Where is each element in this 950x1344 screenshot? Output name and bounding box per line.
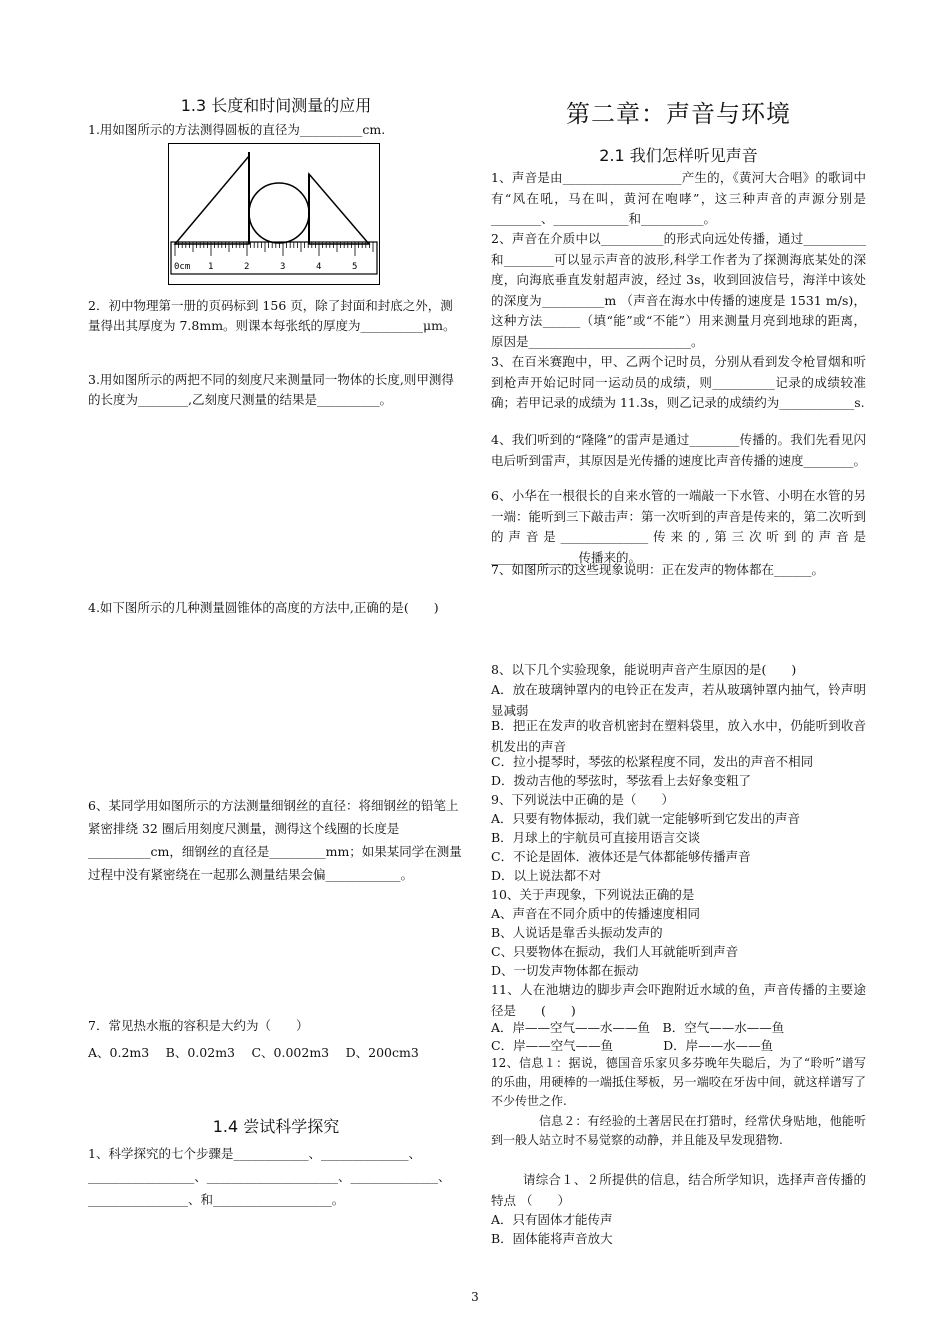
r-question-6: 6、小华在一根很长的自来水管的一端敲一下水管、小明在水管的另一端：能听到三下敲击声：第一次听到的声音是传来的，第二次听到的声音是______________传来的,第三次听到的声音是______________传播来的。 <box>491 488 867 565</box>
r-q9-option-b: B．月球上的宇航员可直接用语言交谈 <box>491 830 701 845</box>
r-q10-option-a: A、声音在不同介质中的传播速度相同 <box>491 906 701 921</box>
r-q11-options-ab: A．岸——空气——水——鱼 B．空气——水——鱼 <box>491 1020 785 1035</box>
r-q10-option-c: C、只要物体在振动，我们人耳就能听到声音 <box>491 944 739 959</box>
page-number: 3 <box>471 1290 479 1304</box>
question-1: 1.用如图所示的方法测得圆板的直径为__________cm. <box>88 122 386 137</box>
question-4: 4.如下图所示的几种测量圆锥体的高度的方法中,正确的是( ) <box>88 600 439 615</box>
ruler-label-3: 3 <box>280 262 286 272</box>
ruler-body <box>171 242 377 274</box>
r-question-4: 4、我们听到的“隆隆”的雷声是通过________传播的。我们先看见闪电后听到雷声，其原因是光传播的速度比声音传播的速度________。 <box>491 432 867 468</box>
ruler-label-4: 4 <box>316 262 322 272</box>
question-6: 6、某同学用如图所示的方法测量细钢丝的直径：将细钢丝的铅笔上紧密排绕 32 圈后用刻度尺测量，测得这个线圈的长度是__________cm，细钢丝的直径是_________mm；如果某同学在测量过程中没有紧密绕在一起那么测量结果会偏____________。 <box>88 798 462 882</box>
r-q10-option-b: B、人说话是靠舌头振动发声的 <box>491 925 663 940</box>
r-q8-option-a: A．放在玻璃钟罩内的电铃正在发声，若从玻璃钟罩内抽气，铃声明显减弱 <box>491 682 866 718</box>
r-q9-option-c: C．不论是固体．液体还是气体都能够传播声音 <box>491 849 751 864</box>
r-question-10: 10、关于声现象，下列说法正确的是 <box>491 887 695 902</box>
r-question-9: 9、下列说法中正确的是（ ） <box>491 792 674 807</box>
science-inquiry-question-1: 1、科学探究的七个步骤是____________、______________、_________________、_____________________、______________、________________、和___________________。 <box>88 1146 451 1207</box>
r-question-2: 2、声音在介质中以__________的形式向远处传播，通过__________和________可以显示声音的波形,科学工作者为了探测海底某处的深度，向海底垂直发射超声波，经过 3s，收到回波信号，海洋中该处的深度为__________m （声音在海水中传播的速度是 1531 m/s)，这种方法______（填“能”或“不能”）用来测量月亮到地球的距离，原因是__________________________。 <box>491 231 866 349</box>
ruler-label-1: 1 <box>208 262 214 272</box>
section-title-1-4: 1.4 尝试科学探究 <box>212 1117 340 1136</box>
r-q12-question: 请综合１、２所提供的信息，结合所学知识，选择声音传播的特点 （ ） <box>491 1172 866 1208</box>
ruler-label-5: 5 <box>352 262 358 272</box>
ruler-svg <box>169 144 379 284</box>
right-set-square <box>309 174 369 244</box>
r-q10-option-d: D、一切发声物体都在振动 <box>491 963 639 978</box>
r-q12-info-1: 12、信息１：据说，德国音乐家贝多芬晚年失聪后，为了“聆听”谱写的乐曲，用硬棒的一端抵住琴板，另一端咬在牙齿中间，就这样谱写了不少传世之作. <box>491 1056 866 1108</box>
r-q12-option-a: A．只有固体才能传声 <box>491 1212 613 1227</box>
question-2: 2．初中物理第一册的页码标到 156 页，除了封面和封底之外，测量得出其厚度为 7.8mm。则课本每张纸的厚度为__________μm。 <box>88 298 456 333</box>
r-question-8: 8、以下几个实验现象，能说明声音产生原因的是( ) <box>491 662 797 677</box>
round-plate <box>249 183 309 243</box>
r-question-3: 3、在百米赛跑中，甲、乙两个记时员，分别从看到发令枪冒烟和听到枪声开始记时同一运动员的成绩，则__________记录的成绩较准确；若甲记录的成绩为 11.3s，则乙记录的成绩约为____________s. <box>491 354 866 410</box>
ruler-diagram <box>168 143 380 285</box>
r-q9-option-d: D．以上说法都不对 <box>491 868 602 883</box>
chapter-title: 第二章：声音与环境 <box>566 100 791 128</box>
section-title-1-3: 1.3 长度和时间测量的应用 <box>180 96 372 115</box>
r-q11-options-cd: C．岸——空气——鱼 D．岸——水——鱼 <box>491 1038 774 1053</box>
r-question-7: 7、如图所示的这些现象说明：正在发声的物体都在______。 <box>491 562 824 577</box>
left-set-square <box>175 156 249 244</box>
question-7-options: A、0.2m3 B、0.02m3 C、0.002m3 D、200cm3 <box>88 1045 419 1060</box>
r-q12-info-2: 信息２：有经验的土著居民在打猎时，经常伏身贴地，他能听到一般人站立时不易觉察的动静，并且能及早发现猎物. <box>491 1114 866 1147</box>
r-q9-option-a: A．只要有物体振动，我们就一定能够听到它发出的声音 <box>491 811 801 826</box>
r-q8-option-d: D．拨动吉他的琴弦时，琴弦看上去好象变粗了 <box>491 773 752 788</box>
r-q8-option-b: B．把正在发声的收音机密封在塑料袋里，放入水中，仍能听到收音机发出的声音 <box>491 718 866 754</box>
ruler-label-2: 2 <box>244 262 250 272</box>
question-7: 7．常见热水瓶的容积是大约为（ ） <box>88 1018 309 1033</box>
r-question-11: 11、人在池塘边的脚步声会吓跑附近水域的鱼，声音传播的主要途径是 ( ) <box>491 982 866 1018</box>
question-3: 3.用如图所示的两把不同的刻度尺来测量同一物体的长度,则甲测得的长度为________,乙刻度尺测量的结果是__________。 <box>88 372 454 407</box>
r-q12-option-b: B．固体能将声音放大 <box>491 1231 613 1246</box>
r-question-1: 1、声音是由___________________产生的，《黄河大合唱》的歌词中有“风在吼，马在叫，黄河在咆哮”，这三种声音的声源分别是________、____________和__________。 <box>491 170 866 226</box>
section-title-2-1: 2.1 我们怎样听见声音 <box>599 146 758 165</box>
ruler-label-0: 0cm <box>174 262 191 272</box>
r-q8-option-c: C．拉小提琴时，琴弦的松紧程度不同，发出的声音不相同 <box>491 754 814 769</box>
